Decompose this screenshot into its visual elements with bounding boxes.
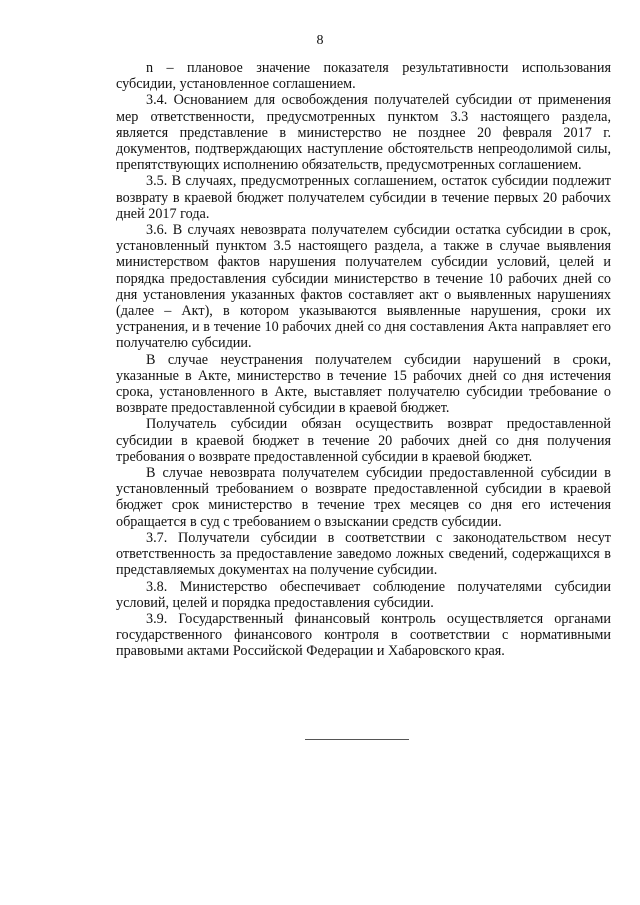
paragraph-3-7: 3.7. Получатели субсидии в соответствии с законодательством несут ответственность за предоставление заведомо ложных сведений, содержащихся в представляемых документах на получение субсидии. bbox=[116, 529, 611, 579]
page-number: 8 bbox=[316, 33, 324, 48]
paragraph-3-8: 3.8. Министерство обеспечивает соблюдение получателями субсидии условий, целей и порядка предоставления субсидии. bbox=[116, 578, 611, 611]
paragraph-n-definition: n – плановое значение показателя результативности использования субсидии, установленное соглашением. bbox=[116, 60, 611, 93]
paragraph-3-6: 3.6. В случаях невозврата получателем субсидии остатка субсидии в срок, установленный пунктом 3.5 настоящего раздела, а также в случае выявления министерством фактов нарушения получателем субсидии условий, целей и порядка предоставления субсидии министерство в течение 10 рабочих дней со дня установления указанных фактов составляет акт о выявленных нарушениях (далее – Акт), в котором указываются выявленные нарушения, сроки их устранения, и в течение 10 рабочих дней со дня составления Акта направляет его получателю субсидии. bbox=[116, 222, 611, 352]
end-divider-line bbox=[305, 739, 409, 740]
paragraph-3-4: 3.4. Основанием для освобождения получателей субсидии от применения мер ответственности, предусмотренных пунктом 3.3 настоящего раздела, является представление в министерство не позднее 20 февраля 2017 г. документов, подтверждающих наступление обстоятельств непреодолимой силы, препятствующих исполнению обязательств, предусмотренных соглашением. bbox=[116, 92, 611, 174]
paragraph-3-6-return-obligation: Получатель субсидии обязан осуществить возврат предоставленной субсидии в краевой бюджет в течение 20 рабочих дней со дня получения требования о возврате предоставленной субсидии в краевой бюджет. bbox=[116, 416, 611, 465]
paragraph-3-6-court: В случае невозврата получателем субсидии предоставленной субсидии в установленный требованием о возврате предоставленной субсидии в краевой бюджет срок министерство в течение трех месяцев со дня его истечения обращается в суд с требованием о взыскании средств субсидии. bbox=[116, 465, 611, 530]
paragraph-3-6-non-elimination: В случае неустранения получателем субсидии нарушений в сроки, указанные в Акте, министерство в течение 15 рабочих дней со дня истечения срока, установленного в Акте, выставляет получателю субсидии требование о возврате предоставленной субсидии в краевой бюджет. bbox=[116, 351, 611, 417]
paragraph-3-9: 3.9. Государственный финансовый контроль осуществляется органами государственного финансового контроля в соответствии с нормативными правовыми актами Российской Федерации и Хабаровского края. bbox=[116, 610, 611, 660]
document-body bbox=[116, 60, 611, 660]
paragraph-3-5: 3.5. В случаях, предусмотренных соглашением, остаток субсидии подлежит возврату в краевой бюджет получателем субсидии в течение первых 20 рабочих дней 2017 года. bbox=[116, 173, 611, 222]
